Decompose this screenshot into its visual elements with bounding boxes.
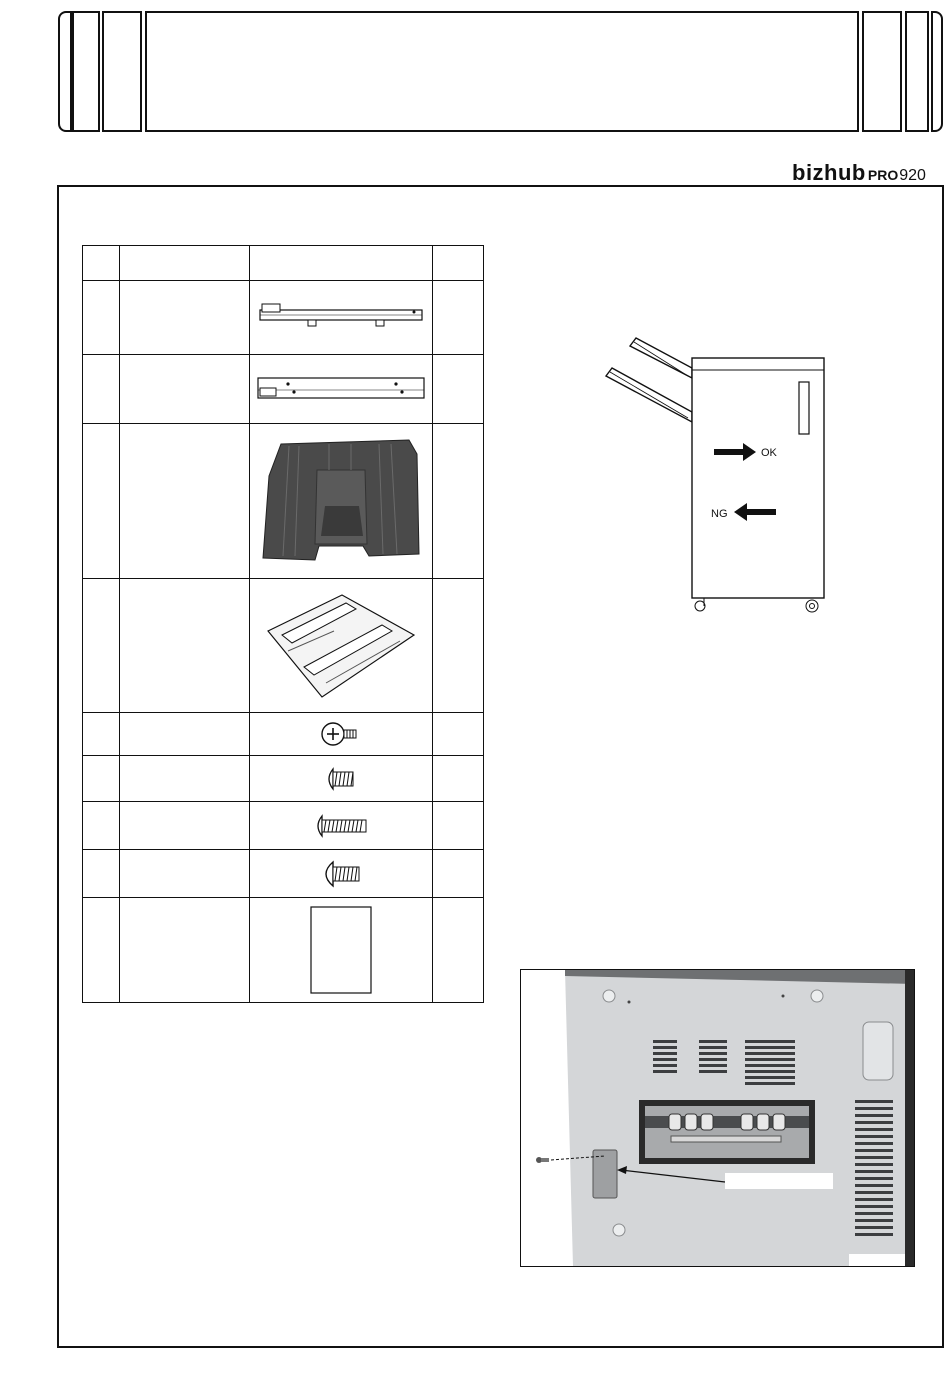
table-row	[83, 281, 484, 355]
table-row	[83, 713, 484, 756]
rail-plate-icon	[254, 374, 429, 404]
header-cell-name	[120, 246, 250, 281]
finisher-diagram	[600, 330, 840, 620]
round-head-screw-icon	[319, 859, 363, 889]
document-sheet-icon	[309, 905, 373, 995]
brand-pro: PRO	[867, 167, 899, 183]
brand-model: 920	[899, 167, 926, 184]
rear-panel-illustration	[521, 970, 914, 1266]
rear-panel-photo	[520, 969, 915, 1267]
table-row	[83, 756, 484, 802]
table-row	[83, 850, 484, 898]
header-title-box	[145, 11, 859, 132]
table-row	[83, 802, 484, 850]
thumb-screw-icon	[319, 719, 363, 749]
header-tab-right-2	[905, 11, 929, 132]
table-row	[83, 424, 484, 579]
brand-logo	[792, 160, 926, 186]
header-tab-right-1	[862, 11, 902, 132]
table-row	[83, 355, 484, 424]
header-cell-shape	[250, 246, 433, 281]
parts-table	[82, 245, 484, 1003]
header-tab-left-1	[72, 11, 100, 132]
long-screw-icon	[312, 813, 370, 839]
header-cell-qty	[433, 246, 484, 281]
ok-label: OK	[761, 447, 777, 459]
header-tab-left-outer	[58, 11, 72, 132]
brand-name: bizhub	[792, 160, 866, 185]
header-tab-left-2	[102, 11, 142, 132]
header-cell-no	[83, 246, 120, 281]
table-row	[83, 898, 484, 1003]
table-row	[83, 579, 484, 713]
table-header-row	[83, 246, 484, 281]
ng-label: NG	[711, 508, 728, 520]
paper-guide-icon	[264, 591, 419, 701]
rail-bracket-icon	[256, 298, 426, 338]
short-screw-icon	[323, 766, 359, 792]
output-tray-icon	[259, 436, 424, 566]
header-tab-right-outer	[931, 11, 943, 132]
